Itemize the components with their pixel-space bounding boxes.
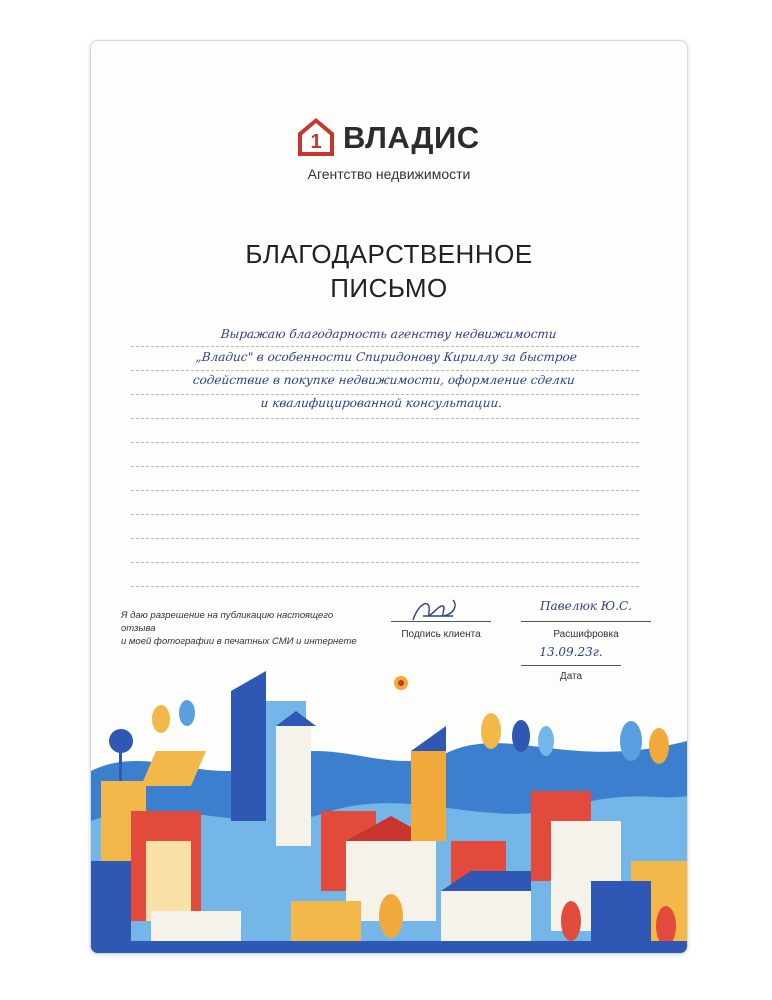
handwritten-message [126, 323, 644, 415]
title-line-2: ПИСЬМО [330, 273, 448, 303]
date-line [521, 665, 621, 666]
message-line-1: Выражаю благодарность агенству недвижимости [220, 327, 558, 341]
publication-consent [121, 609, 366, 648]
house-logo-icon [297, 117, 335, 157]
title-line-1: БЛАГОДАРСТВЕННОЕ [245, 239, 533, 269]
decoding-line [521, 621, 651, 622]
logo-digit: 1 [310, 131, 322, 153]
letter-sheet [90, 40, 688, 954]
brand-tagline: Агентство недвижимости [307, 166, 471, 182]
decoding-caption: Расшифровка [553, 629, 619, 640]
message-line-2: „Владис" в особенности Спиридонову Кириллу за быстрое [194, 350, 578, 364]
date-value: 13.09.23г. [539, 645, 603, 659]
message-line-3: содействие в покупке недвижимости, оформление сделки [192, 373, 576, 387]
brand-name: ВЛАДИС [343, 120, 480, 155]
message-line-4: и квалифицированной консультации. [259, 396, 503, 410]
signature-line [391, 621, 491, 622]
consent-line-1: Я даю разрешение на публикацию настоящего отзыва [121, 610, 334, 634]
consent-line-2: и моей фотографии в печатных СМИ и интернете [121, 636, 357, 647]
date-caption: Дата [559, 671, 583, 682]
client-signature [409, 594, 461, 630]
letter-title [91, 237, 687, 305]
decoding-value: Павелюк Ю.С. [539, 599, 633, 613]
city-illustration [91, 671, 687, 953]
signature-caption: Подпись клиента [401, 629, 481, 640]
brand-logo [297, 117, 487, 161]
